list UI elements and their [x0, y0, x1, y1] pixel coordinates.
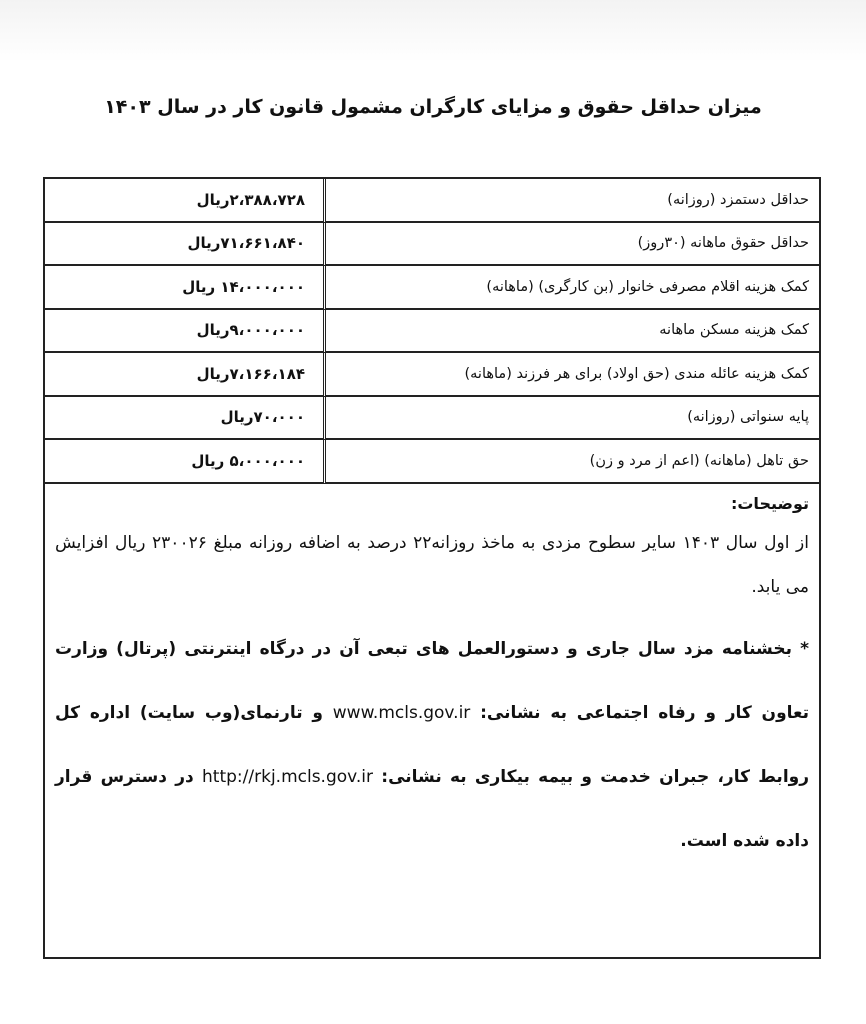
- row-value: ۱۴،۰۰۰،۰۰۰ ریال: [45, 266, 323, 310]
- bullet-text-part1: * بخشنامه مزد سال جاری و دستورالعمل های تبعی آن در درگاه اینترنتی (پرتال) وزارت تعاون کار و رفاه اجتماعی به نشانی:: [55, 638, 809, 723]
- row-value: ۷۰،۰۰۰ریال: [45, 397, 323, 441]
- table-row: [45, 440, 819, 484]
- row-label: کمک هزینه عائله مندی (حق اولاد) برای هر فرزند (ماهانه): [323, 353, 819, 397]
- table-row: [45, 397, 819, 441]
- wages-frame: [43, 177, 821, 959]
- ministry-url-link[interactable]: www.mcls.gov.ir: [332, 702, 471, 723]
- screenshot-top-band: [0, 0, 866, 62]
- notes-heading: توضیحات:: [730, 493, 809, 513]
- rkj-url-link[interactable]: http://rkj.mcls.gov.ir: [202, 766, 374, 787]
- row-value: ۲،۳۸۸،۷۲۸ریال: [45, 179, 323, 223]
- row-value: ۷۱،۶۶۱،۸۴۰ریال: [45, 223, 323, 267]
- row-label: کمک هزینه مسکن ماهانه: [323, 310, 819, 354]
- table-row: [45, 353, 819, 397]
- notes-paragraph: از اول سال ۱۴۰۳ سایر سطوح مزدی به ماخذ روزانه۲۲ درصد به اضافه روزانه مبلغ ۲۳۰۰۲۶ ریال افزایش می یابد.: [55, 532, 809, 597]
- row-label: حق تاهل (ماهانه) (اعم از مرد و زن): [323, 440, 819, 484]
- notes-section: [45, 484, 819, 873]
- table-row: [45, 223, 819, 267]
- table-row: [45, 310, 819, 354]
- row-value: ۵،۰۰۰،۰۰۰ ریال: [45, 440, 323, 484]
- bullet-text-part3: در دسترس قرار داده شده است.: [55, 766, 809, 851]
- table-row: [45, 179, 819, 223]
- row-label: کمک هزینه اقلام مصرفی خانوار (بن کارگری) (ماهانه): [323, 266, 819, 310]
- bullet-text-part2: و تارنمای(وب سایت) اداره کل روابط کار، جبران خدمت و بیمه بیکاری به نشانی:: [55, 702, 810, 787]
- page-title: میزان حداقل حقوق و مزایای کارگران مشمول قانون کار در سال ۱۴۰۳: [104, 96, 762, 118]
- row-label: حداقل حقوق ماهانه (۳۰روز): [323, 223, 819, 267]
- row-value: ۹،۰۰۰،۰۰۰ریال: [45, 310, 323, 354]
- table-row: [45, 266, 819, 310]
- notes-bullet: [55, 617, 809, 873]
- row-label: حداقل دستمزد (روزانه): [323, 179, 819, 223]
- wages-table: [45, 179, 819, 484]
- row-label: پایه سنواتی (روزانه): [323, 397, 819, 441]
- row-value: ۷،۱۶۶،۱۸۴ریال: [45, 353, 323, 397]
